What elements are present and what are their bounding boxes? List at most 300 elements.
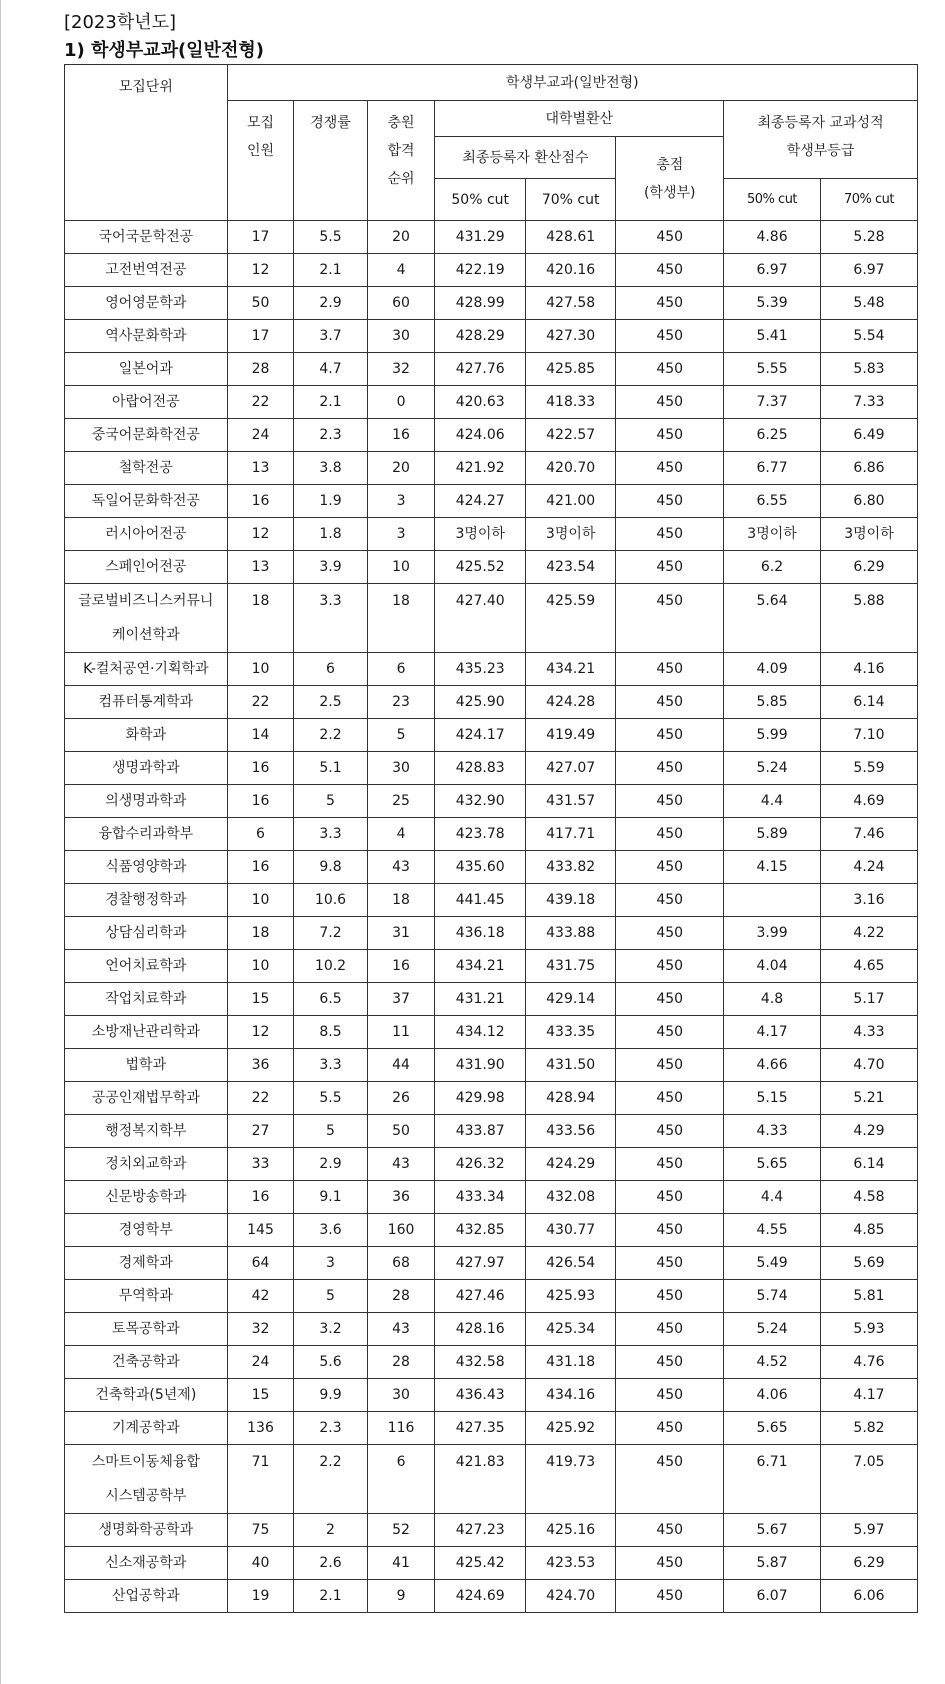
waitlist-cell: 28 <box>367 1280 435 1313</box>
score-70-cell: 428.94 <box>525 1082 615 1115</box>
waitlist-cell: 11 <box>367 1016 435 1049</box>
grade-70-cell: 6.29 <box>820 1547 917 1580</box>
score-70-cell: 419.73 <box>525 1445 615 1514</box>
quota-cell: 15 <box>227 1379 294 1412</box>
grade-50-cell: 4.4 <box>724 1181 821 1214</box>
total-cell: 450 <box>616 686 724 719</box>
header-grade-50cut: 50% cut <box>724 179 821 221</box>
waitlist-cell: 44 <box>367 1049 435 1082</box>
quota-cell: 10 <box>227 653 294 686</box>
score-70-cell: 420.70 <box>525 452 615 485</box>
dept-cell: 철학전공 <box>65 452 228 485</box>
total-cell: 450 <box>616 1016 724 1049</box>
quota-cell: 136 <box>227 1412 294 1445</box>
score-70-cell: 430.77 <box>525 1214 615 1247</box>
waitlist-cell: 30 <box>367 1379 435 1412</box>
competition-cell: 2.9 <box>294 1148 367 1181</box>
dept-cell: 스마트이동체융합 시스템공학부 <box>65 1445 228 1514</box>
score-70-cell: 433.88 <box>525 917 615 950</box>
quota-cell: 32 <box>227 1313 294 1346</box>
waitlist-cell: 50 <box>367 1115 435 1148</box>
table-row <box>65 884 918 917</box>
table-row <box>65 1313 918 1346</box>
table-row <box>65 386 918 419</box>
waitlist-cell: 20 <box>367 221 435 254</box>
grade-50-cell: 5.87 <box>724 1547 821 1580</box>
score-70-cell: 427.07 <box>525 752 615 785</box>
header-score-50cut: 50% cut <box>435 179 525 221</box>
quota-cell: 22 <box>227 386 294 419</box>
score-70-cell: 425.16 <box>525 1514 615 1547</box>
quota-cell: 22 <box>227 1082 294 1115</box>
grade-50-cell: 6.97 <box>724 254 821 287</box>
grade-70-cell: 4.24 <box>820 851 917 884</box>
dept-cell: 역사문화학과 <box>65 320 228 353</box>
score-70-cell: 427.30 <box>525 320 615 353</box>
waitlist-cell: 36 <box>367 1181 435 1214</box>
waitlist-cell: 16 <box>367 419 435 452</box>
waitlist-cell: 5 <box>367 719 435 752</box>
grade-50-cell: 4.55 <box>724 1214 821 1247</box>
quota-cell: 50 <box>227 287 294 320</box>
total-cell: 450 <box>616 950 724 983</box>
score-50-cell: 425.90 <box>435 686 525 719</box>
total-cell: 450 <box>616 584 724 653</box>
score-50-cell: 436.18 <box>435 917 525 950</box>
competition-cell: 9.1 <box>294 1181 367 1214</box>
waitlist-cell: 4 <box>367 818 435 851</box>
competition-cell: 3.7 <box>294 320 367 353</box>
grade-50-cell: 6.77 <box>724 452 821 485</box>
grade-50-cell: 4.4 <box>724 785 821 818</box>
total-cell: 450 <box>616 320 724 353</box>
table-row <box>65 551 918 584</box>
grade-50-cell: 5.74 <box>724 1280 821 1313</box>
header-waitlist: 충원 합격 순위 <box>367 101 435 221</box>
score-50-cell: 432.90 <box>435 785 525 818</box>
waitlist-cell: 10 <box>367 551 435 584</box>
competition-cell: 5 <box>294 1115 367 1148</box>
grade-70-cell: 6.97 <box>820 254 917 287</box>
header-unit: 모집단위 <box>65 65 228 221</box>
table-row <box>65 1016 918 1049</box>
score-70-cell: 431.18 <box>525 1346 615 1379</box>
table-row <box>65 1547 918 1580</box>
score-70-cell: 418.33 <box>525 386 615 419</box>
table-row <box>65 287 918 320</box>
quota-cell: 24 <box>227 1346 294 1379</box>
waitlist-cell: 30 <box>367 752 435 785</box>
grade-50-cell: 5.41 <box>724 320 821 353</box>
table-row <box>65 983 918 1016</box>
score-70-cell: 424.28 <box>525 686 615 719</box>
competition-cell: 2.5 <box>294 686 367 719</box>
total-cell: 450 <box>616 1082 724 1115</box>
total-cell: 450 <box>616 254 724 287</box>
grade-50-cell: 5.65 <box>724 1412 821 1445</box>
dept-cell: 경영학부 <box>65 1214 228 1247</box>
quota-cell: 33 <box>227 1148 294 1181</box>
table-row <box>65 653 918 686</box>
score-70-cell: 425.34 <box>525 1313 615 1346</box>
total-cell: 450 <box>616 1049 724 1082</box>
score-70-cell: 425.85 <box>525 353 615 386</box>
quota-cell: 16 <box>227 1181 294 1214</box>
dept-cell: 스페인어전공 <box>65 551 228 584</box>
dept-cell: 언어치료학과 <box>65 950 228 983</box>
table-row <box>65 752 918 785</box>
waitlist-cell: 116 <box>367 1412 435 1445</box>
score-70-cell: 428.61 <box>525 221 615 254</box>
header-score-70cut: 70% cut <box>525 179 615 221</box>
table-row <box>65 353 918 386</box>
total-cell: 450 <box>616 353 724 386</box>
table-row <box>65 320 918 353</box>
total-cell: 450 <box>616 1313 724 1346</box>
score-50-cell: 435.23 <box>435 653 525 686</box>
grade-50-cell: 5.49 <box>724 1247 821 1280</box>
total-cell: 450 <box>616 752 724 785</box>
score-70-cell: 434.16 <box>525 1379 615 1412</box>
grade-70-cell: 6.06 <box>820 1580 917 1613</box>
quota-cell: 16 <box>227 485 294 518</box>
total-cell: 450 <box>616 1148 724 1181</box>
score-50-cell: 427.40 <box>435 584 525 653</box>
score-50-cell: 427.76 <box>435 353 525 386</box>
header-quota: 모집 인원 <box>227 101 294 221</box>
grade-70-cell: 6.29 <box>820 551 917 584</box>
score-50-cell: 428.99 <box>435 287 525 320</box>
grade-50-cell: 5.24 <box>724 1313 821 1346</box>
waitlist-cell: 4 <box>367 254 435 287</box>
grade-70-cell: 7.10 <box>820 719 917 752</box>
table-row <box>65 221 918 254</box>
dept-cell: 경찰행정학과 <box>65 884 228 917</box>
total-cell: 450 <box>616 419 724 452</box>
score-70-cell: 423.53 <box>525 1547 615 1580</box>
dept-cell: 경제학과 <box>65 1247 228 1280</box>
dept-cell: 정치외교학과 <box>65 1148 228 1181</box>
competition-cell: 1.9 <box>294 485 367 518</box>
grade-50-cell: 4.15 <box>724 851 821 884</box>
waitlist-cell: 32 <box>367 353 435 386</box>
header-total: 총점 (학생부) <box>616 137 724 221</box>
table-row <box>65 1346 918 1379</box>
score-50-cell: 434.12 <box>435 1016 525 1049</box>
competition-cell: 5.1 <box>294 752 367 785</box>
total-cell: 450 <box>616 452 724 485</box>
score-70-cell: 434.21 <box>525 653 615 686</box>
waitlist-cell: 25 <box>367 785 435 818</box>
score-70-cell: 3명이하 <box>525 518 615 551</box>
score-50-cell: 431.29 <box>435 221 525 254</box>
grade-50-cell: 6.2 <box>724 551 821 584</box>
waitlist-cell: 0 <box>367 386 435 419</box>
header-final-score: 최종등록자 환산점수 <box>435 137 616 179</box>
score-50-cell: 420.63 <box>435 386 525 419</box>
waitlist-cell: 52 <box>367 1514 435 1547</box>
grade-50-cell: 4.04 <box>724 950 821 983</box>
grade-50-cell: 5.39 <box>724 287 821 320</box>
dept-cell: 신소재공학과 <box>65 1547 228 1580</box>
competition-cell: 8.5 <box>294 1016 367 1049</box>
year-heading: [2023학년도] <box>64 12 177 33</box>
grade-70-cell: 5.97 <box>820 1514 917 1547</box>
quota-cell: 71 <box>227 1445 294 1514</box>
table-row <box>65 1580 918 1613</box>
grade-50-cell: 6.25 <box>724 419 821 452</box>
quota-cell: 18 <box>227 917 294 950</box>
grade-50-cell: 4.06 <box>724 1379 821 1412</box>
quota-cell: 42 <box>227 1280 294 1313</box>
total-cell: 450 <box>616 719 724 752</box>
competition-cell: 6 <box>294 653 367 686</box>
waitlist-cell: 3 <box>367 518 435 551</box>
score-50-cell: 432.85 <box>435 1214 525 1247</box>
competition-cell: 3 <box>294 1247 367 1280</box>
score-50-cell: 433.34 <box>435 1181 525 1214</box>
waitlist-cell: 6 <box>367 1445 435 1514</box>
grade-70-cell: 7.46 <box>820 818 917 851</box>
grade-70-cell: 5.21 <box>820 1082 917 1115</box>
score-50-cell: 427.97 <box>435 1247 525 1280</box>
grade-70-cell: 4.85 <box>820 1214 917 1247</box>
score-70-cell: 427.58 <box>525 287 615 320</box>
grade-70-cell: 5.82 <box>820 1412 917 1445</box>
quota-cell: 13 <box>227 452 294 485</box>
admission-results-table <box>64 64 918 1613</box>
table-row <box>65 1082 918 1115</box>
quota-cell: 16 <box>227 851 294 884</box>
dept-cell: 산업공학과 <box>65 1580 228 1613</box>
dept-cell: 소방재난관리학과 <box>65 1016 228 1049</box>
grade-70-cell: 5.88 <box>820 584 917 653</box>
table-row <box>65 785 918 818</box>
table-row <box>65 1181 918 1214</box>
grade-70-cell: 3.16 <box>820 884 917 917</box>
total-cell: 450 <box>616 485 724 518</box>
grade-70-cell: 5.59 <box>820 752 917 785</box>
dept-cell: 작업치료학과 <box>65 983 228 1016</box>
score-70-cell: 425.93 <box>525 1280 615 1313</box>
competition-cell: 10.6 <box>294 884 367 917</box>
competition-cell: 1.8 <box>294 518 367 551</box>
score-70-cell: 422.57 <box>525 419 615 452</box>
score-70-cell: 421.00 <box>525 485 615 518</box>
grade-70-cell: 6.80 <box>820 485 917 518</box>
grade-70-cell: 4.33 <box>820 1016 917 1049</box>
table-row <box>65 584 918 653</box>
score-50-cell: 441.45 <box>435 884 525 917</box>
score-70-cell: 431.75 <box>525 950 615 983</box>
table-row <box>65 1049 918 1082</box>
score-50-cell: 3명이하 <box>435 518 525 551</box>
score-70-cell: 420.16 <box>525 254 615 287</box>
grade-70-cell: 5.48 <box>820 287 917 320</box>
grade-50-cell: 5.15 <box>724 1082 821 1115</box>
grade-50-cell: 5.99 <box>724 719 821 752</box>
dept-cell: 법학과 <box>65 1049 228 1082</box>
total-cell: 450 <box>616 1580 724 1613</box>
table-row <box>65 1412 918 1445</box>
competition-cell: 3.3 <box>294 818 367 851</box>
header-conversion: 대학별환산 <box>435 101 724 137</box>
score-70-cell: 425.92 <box>525 1412 615 1445</box>
table-row <box>65 1514 918 1547</box>
dept-cell: 행정복지학부 <box>65 1115 228 1148</box>
grade-50-cell: 5.85 <box>724 686 821 719</box>
table-row <box>65 419 918 452</box>
grade-70-cell: 5.83 <box>820 353 917 386</box>
total-cell: 450 <box>616 653 724 686</box>
table-row <box>65 818 918 851</box>
table-row <box>65 1148 918 1181</box>
quota-cell: 6 <box>227 818 294 851</box>
total-cell: 450 <box>616 386 724 419</box>
competition-cell: 5.6 <box>294 1346 367 1379</box>
grade-50-cell: 6.55 <box>724 485 821 518</box>
table-row <box>65 686 918 719</box>
dept-cell: 기계공학과 <box>65 1412 228 1445</box>
competition-cell: 5.5 <box>294 221 367 254</box>
grade-70-cell: 4.16 <box>820 653 917 686</box>
waitlist-cell: 26 <box>367 1082 435 1115</box>
competition-cell: 2 <box>294 1514 367 1547</box>
competition-cell: 3.2 <box>294 1313 367 1346</box>
table-row <box>65 719 918 752</box>
score-50-cell: 428.29 <box>435 320 525 353</box>
quota-cell: 10 <box>227 884 294 917</box>
dept-cell: 독일어문화학전공 <box>65 485 228 518</box>
grade-70-cell: 5.93 <box>820 1313 917 1346</box>
total-cell: 450 <box>616 1346 724 1379</box>
score-70-cell: 433.56 <box>525 1115 615 1148</box>
competition-cell: 2.2 <box>294 719 367 752</box>
quota-cell: 24 <box>227 419 294 452</box>
grade-70-cell: 4.69 <box>820 785 917 818</box>
score-50-cell: 433.87 <box>435 1115 525 1148</box>
grade-50-cell: 5.65 <box>724 1148 821 1181</box>
table-row <box>65 518 918 551</box>
waitlist-cell: 18 <box>367 884 435 917</box>
quota-cell: 75 <box>227 1514 294 1547</box>
score-70-cell: 426.54 <box>525 1247 615 1280</box>
competition-cell: 6.5 <box>294 983 367 1016</box>
grade-50-cell: 4.66 <box>724 1049 821 1082</box>
waitlist-cell: 160 <box>367 1214 435 1247</box>
quota-cell: 12 <box>227 1016 294 1049</box>
table-row <box>65 485 918 518</box>
table-row <box>65 1379 918 1412</box>
score-50-cell: 422.19 <box>435 254 525 287</box>
score-50-cell: 436.43 <box>435 1379 525 1412</box>
total-cell: 450 <box>616 1115 724 1148</box>
competition-cell: 3.3 <box>294 1049 367 1082</box>
competition-cell: 5 <box>294 785 367 818</box>
competition-cell: 9.9 <box>294 1379 367 1412</box>
score-70-cell: 429.14 <box>525 983 615 1016</box>
score-50-cell: 424.17 <box>435 719 525 752</box>
total-cell: 450 <box>616 518 724 551</box>
grade-50-cell: 4.17 <box>724 1016 821 1049</box>
competition-cell: 2.1 <box>294 1580 367 1613</box>
score-70-cell: 419.49 <box>525 719 615 752</box>
score-50-cell: 421.83 <box>435 1445 525 1514</box>
competition-cell: 2.1 <box>294 386 367 419</box>
score-50-cell: 434.21 <box>435 950 525 983</box>
competition-cell: 3.9 <box>294 551 367 584</box>
waitlist-cell: 60 <box>367 287 435 320</box>
waitlist-cell: 28 <box>367 1346 435 1379</box>
grade-70-cell: 4.58 <box>820 1181 917 1214</box>
grade-70-cell: 5.28 <box>820 221 917 254</box>
dept-cell: 생명화학공학과 <box>65 1514 228 1547</box>
total-cell: 450 <box>616 551 724 584</box>
quota-cell: 27 <box>227 1115 294 1148</box>
waitlist-cell: 16 <box>367 950 435 983</box>
grade-50-cell: 5.55 <box>724 353 821 386</box>
grade-70-cell: 5.81 <box>820 1280 917 1313</box>
competition-cell: 5.5 <box>294 1082 367 1115</box>
grade-70-cell: 7.33 <box>820 386 917 419</box>
grade-70-cell: 6.14 <box>820 686 917 719</box>
waitlist-cell: 37 <box>367 983 435 1016</box>
total-cell: 450 <box>616 1379 724 1412</box>
dept-cell: 고전번역전공 <box>65 254 228 287</box>
total-cell: 450 <box>616 1445 724 1514</box>
competition-cell: 2.3 <box>294 419 367 452</box>
score-50-cell: 431.90 <box>435 1049 525 1082</box>
header-group: 학생부교과(일반전형) <box>227 65 917 101</box>
total-cell: 450 <box>616 1214 724 1247</box>
total-cell: 450 <box>616 1247 724 1280</box>
competition-cell: 2.6 <box>294 1547 367 1580</box>
competition-cell: 3.3 <box>294 584 367 653</box>
quota-cell: 145 <box>227 1214 294 1247</box>
score-50-cell: 428.83 <box>435 752 525 785</box>
grade-70-cell: 6.14 <box>820 1148 917 1181</box>
dept-cell: 건축학과(5년제) <box>65 1379 228 1412</box>
competition-cell: 10.2 <box>294 950 367 983</box>
waitlist-cell: 3 <box>367 485 435 518</box>
header-grade: 최종등록자 교과성적 학생부등급 <box>724 101 918 179</box>
dept-cell: 중국어문화학전공 <box>65 419 228 452</box>
dept-cell: 일본어과 <box>65 353 228 386</box>
score-50-cell: 424.69 <box>435 1580 525 1613</box>
grade-70-cell: 4.17 <box>820 1379 917 1412</box>
grade-70-cell: 7.05 <box>820 1445 917 1514</box>
grade-70-cell: 5.17 <box>820 983 917 1016</box>
total-cell: 450 <box>616 287 724 320</box>
grade-50-cell: 4.33 <box>724 1115 821 1148</box>
table-body <box>65 221 918 1613</box>
dept-cell: 의생명과학과 <box>65 785 228 818</box>
score-50-cell: 423.78 <box>435 818 525 851</box>
grade-70-cell: 6.49 <box>820 419 917 452</box>
quota-cell: 17 <box>227 221 294 254</box>
score-50-cell: 431.21 <box>435 983 525 1016</box>
grade-50-cell: 4.52 <box>724 1346 821 1379</box>
table-row <box>65 254 918 287</box>
dept-cell: 무역학과 <box>65 1280 228 1313</box>
total-cell: 450 <box>616 1181 724 1214</box>
table-row <box>65 917 918 950</box>
quota-cell: 64 <box>227 1247 294 1280</box>
score-50-cell: 427.35 <box>435 1412 525 1445</box>
total-cell: 450 <box>616 1547 724 1580</box>
table-row <box>65 1115 918 1148</box>
quota-cell: 16 <box>227 785 294 818</box>
